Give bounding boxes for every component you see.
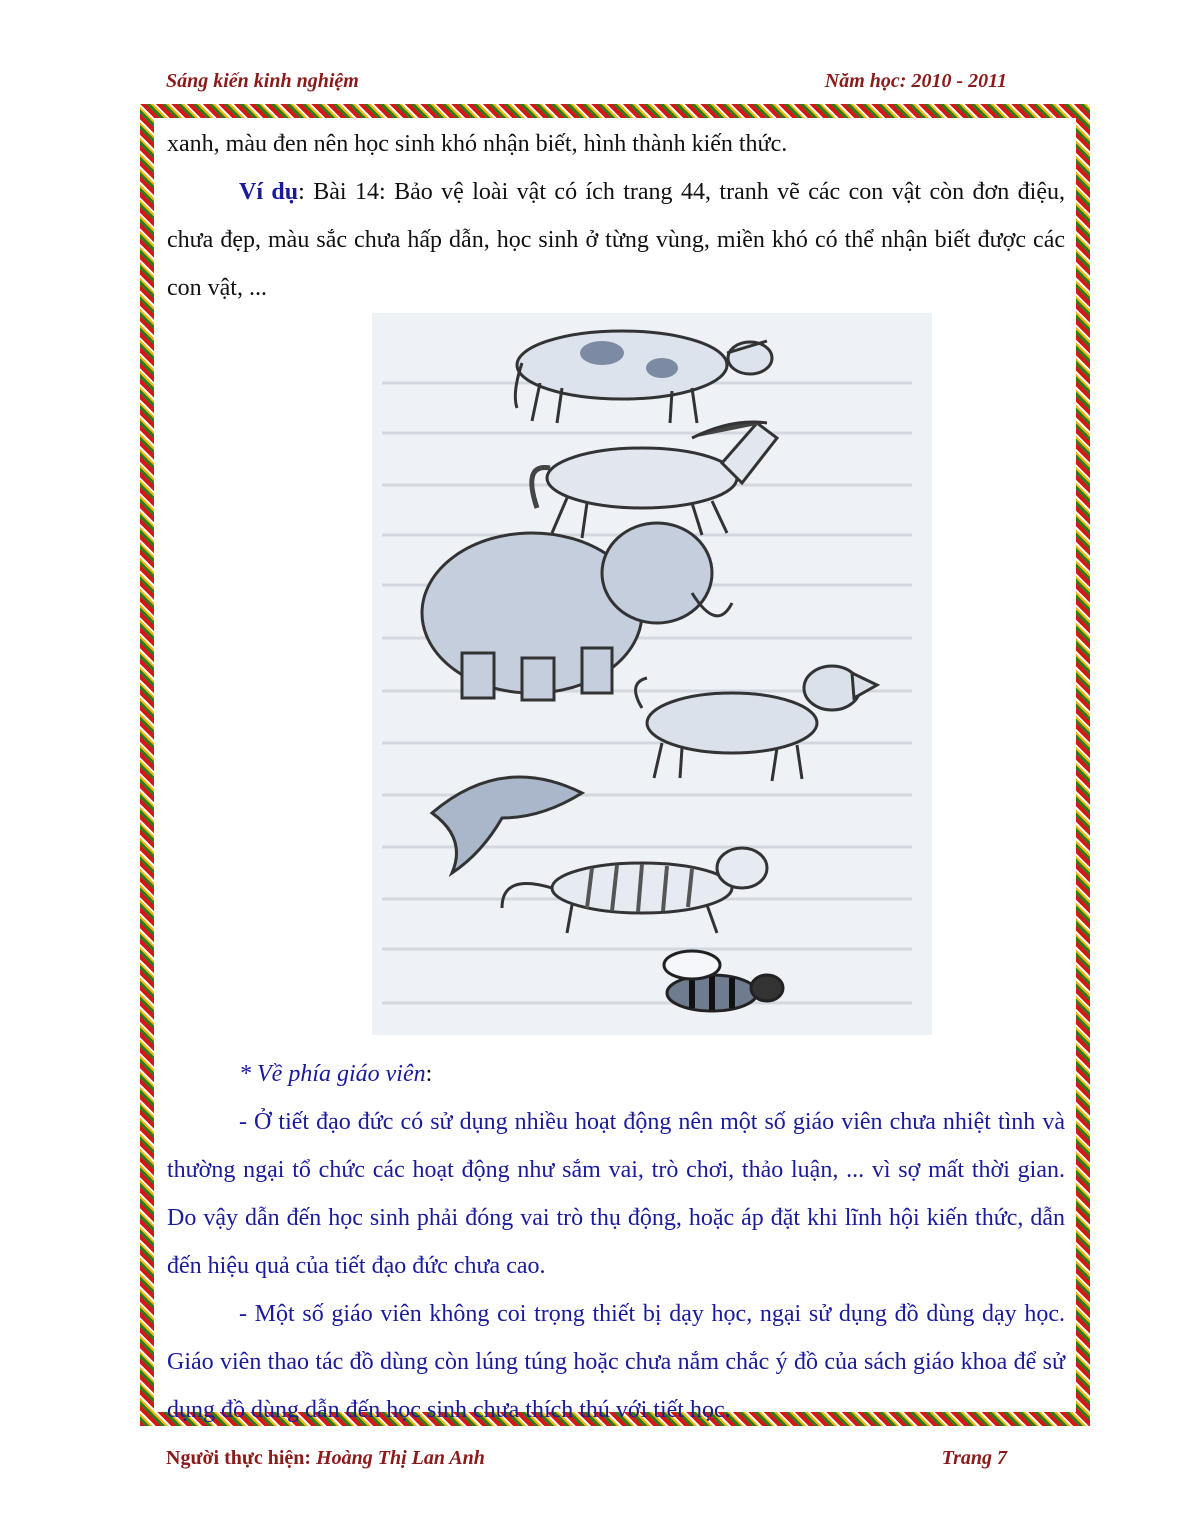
teacher-heading-colon: : [425,1061,433,1087]
paragraph-teacher-1: - Ở tiết đạo đức có sử dụng nhiều hoạt động nên một số giáo viên chưa nhiệt tình và thường ngại tổ chức các hoạt động như sắm vai, trò chơi, thảo luận, ... vì sợ mất thời gian. Do vậy dẫn đến học sinh phải đóng vai trò thụ động, hoặc áp đặt khi lĩnh hội kiến thức, dẫn đến hiệu quả của tiết đạo đức chưa cao. [167,1109,1065,1279]
paragraph-example [167,168,1065,312]
header-title: Sáng kiến kinh nghiệm [166,70,359,92]
body-upper [167,120,1065,312]
footer-page-number: Trang 7 [941,1447,1007,1469]
paragraph-teacher-2: - Một số giáo viên không coi trọng thiết bị dạy học, ngại sử dụng đồ dùng dạy học. Giáo viên thao tác đồ dùng còn lúng túng hoặc chưa nắm chắc ý đồ của sách giáo khoa để sử dụng đồ dùng dẫn đến học sinh chưa thích thú với tiết học. [167,1301,1065,1423]
footer-author [166,1447,485,1470]
paragraph-continuation: xanh, màu đen nên học sinh khó nhận biết, hình thành kiến thức. [167,131,788,157]
teacher-heading-label: * Về phía giáo viên [239,1061,426,1087]
example-text: : Bài 14: Bảo vệ loài vật có ích trang 44, tranh vẽ các con vật còn đơn điệu, chưa đẹp, màu sắc chưa hấp dẫn, học sinh ở từng vùng, miền khó có thể nhận biết được các con vật, ... [167,179,1065,301]
animals-drawing [372,313,932,1035]
header-school-year: Năm học: 2010 - 2011 [824,70,1007,92]
teacher-heading [167,1050,1065,1098]
body-lower [167,1050,1065,1434]
example-label: Ví dụ [239,179,299,205]
footer-author-label: Người thực hiện: [166,1447,312,1469]
footer-author-name: Hoàng Thị Lan Anh [316,1447,485,1469]
animal-illustration [372,313,932,1035]
